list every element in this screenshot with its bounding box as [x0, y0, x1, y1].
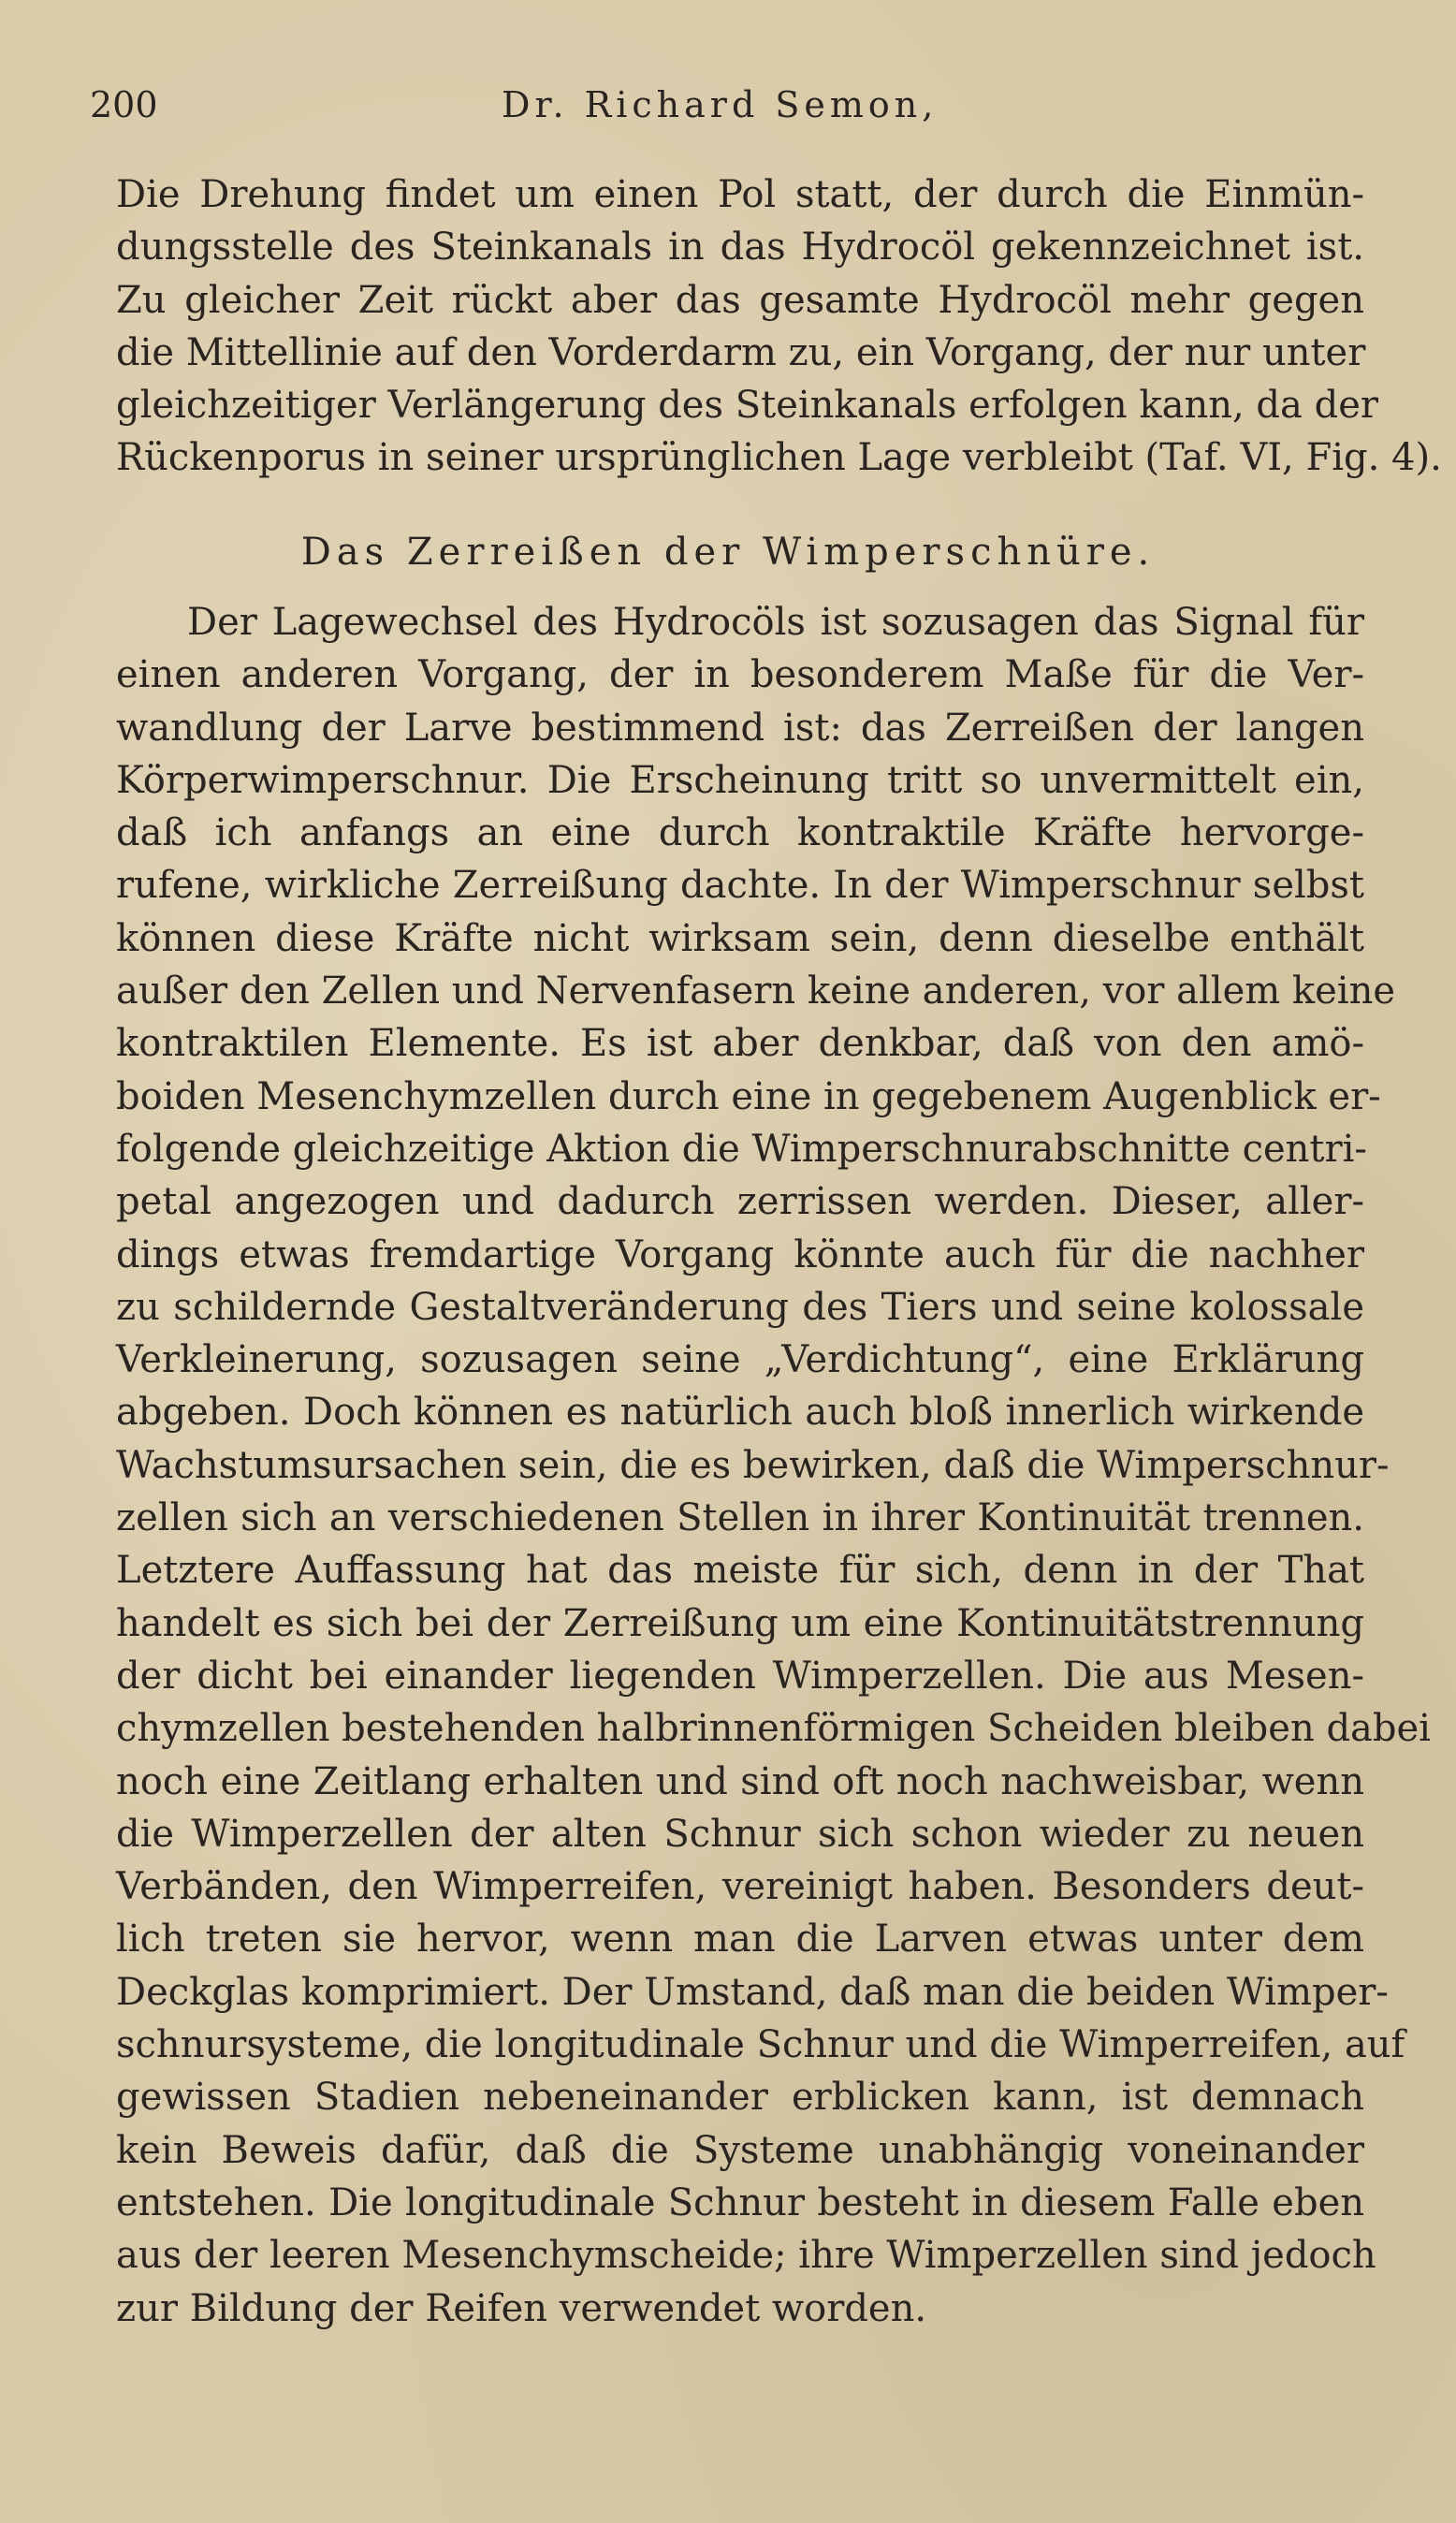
text-line: entstehen. Die longitudinale Schnur besteht in diesem Falle eben: [116, 2180, 1364, 2224]
text-line: zu schildernde Gestaltveränderung des Tiers und seine kolossale: [116, 1285, 1364, 1329]
text-line: der dicht bei einander liegenden Wimperzellen. Die aus Mesen-: [116, 1654, 1364, 1698]
text-line: daß ich anfangs an eine durch kontraktile Kräfte hervorge-: [116, 811, 1364, 855]
paragraph-1: [116, 168, 1442, 485]
paragraph-2: [116, 596, 1431, 2335]
text-line: außer den Zellen und Nervenfasern keine anderen, vor allem keine: [116, 970, 1396, 1014]
text-line: Verbänden, den Wimperreifen, vereinigt haben. Besonders deut-: [116, 1865, 1364, 1909]
section-title: Das Zerreißen der Wimperschnüre.: [300, 531, 1156, 574]
text-line: lich treten sie hervor, wenn man die Larven etwas unter dem: [116, 1918, 1364, 1962]
text-line: die Mittellinie auf den Vorderdarm zu, ein Vorgang, der nur unter: [116, 330, 1366, 374]
running-head: [90, 82, 1362, 127]
text-line: Wachstumsursachen sein, die es bewirken, daß die Wimperschnur-: [116, 1443, 1390, 1487]
text-line: gleichzeitiger Verlängerung des Steinkanals erfolgen kann, da der: [116, 384, 1378, 428]
text-line: zur Bildung der Reifen verwendet worden.: [116, 2286, 927, 2330]
text-line: wandlung der Larve bestimmend ist: das Zerreißen der langen: [116, 706, 1364, 750]
text-line: Deckglas komprimiert. Der Umstand, daß man die beiden Wimper-: [116, 1970, 1389, 2014]
text-line: können diese Kräfte nicht wirksam sein, denn dieselbe enthält: [116, 916, 1364, 960]
text-line: noch eine Zeitlang erhalten und sind oft noch nachweisbar, wenn: [116, 1759, 1364, 1803]
text-line: Der Lagewechsel des Hydrocöls ist sozusagen das Signal für: [187, 601, 1364, 644]
text-line: rufene, wirkliche Zerreißung dachte. In der Wimperschnur selbst: [116, 864, 1364, 908]
text-line: dungsstelle des Steinkanals in das Hydrocöl gekennzeichnet ist.: [116, 226, 1364, 270]
text-line: folgende gleichzeitige Aktion die Wimperschnurabschnitte centri-: [116, 1127, 1367, 1171]
text-line: die Wimperzellen der alten Schnur sich schon wieder zu neuen: [116, 1812, 1364, 1856]
text-line: Rückenporus in seiner ursprünglichen Lage verbleibt (Taf. VI, Fig. 4).: [116, 436, 1442, 480]
page-number: 200: [90, 84, 158, 125]
text-line: kein Beweis dafür, daß die Systeme unabhängig voneinander: [116, 2128, 1364, 2172]
text-line: abgeben. Doch können es natürlich auch bloß innerlich wirkende: [116, 1391, 1364, 1435]
text-line: petal angezogen und dadurch zerrissen werden. Dieser, aller-: [116, 1180, 1364, 1224]
text-line: kontraktilen Elemente. Es ist aber denkbar, daß von den amö-: [116, 1022, 1364, 1066]
text-line: Verkleinerung, sozusagen seine „Verdichtung“, eine Erklärung: [116, 1338, 1364, 1382]
text-line: Körperwimperschnur. Die Erscheinung tritt so unvermittelt ein,: [116, 758, 1364, 802]
text-line: Die Drehung findet um einen Pol statt, der durch die Einmün-: [116, 173, 1364, 216]
text-line: chymzellen bestehenden halbrinnenförmigen Scheiden bleiben dabei: [116, 1707, 1431, 1751]
text-line: zellen sich an verschiedenen Stellen in ihrer Kontinuität trennen.: [116, 1496, 1364, 1540]
text-line: Zu gleicher Zeit rückt aber das gesamte Hydrocöl mehr gegen: [116, 278, 1364, 322]
text-line: aus der leeren Mesenchymscheide; ihre Wimperzellen sind jedoch: [116, 2234, 1376, 2278]
text-line: boiden Mesenchymzellen durch eine in gegebenem Augenblick er-: [116, 1074, 1381, 1118]
text-line: gewissen Stadien nebeneinander erblicken kann, ist demnach: [116, 2076, 1364, 2120]
text-line: einen anderen Vorgang, der in besonderem Maße für die Ver-: [116, 653, 1364, 697]
text-line: handelt es sich bei der Zerreißung um eine Kontinuitätstrennung: [116, 1601, 1364, 1645]
text-line: dings etwas fremdartige Vorgang könnte auch für die nachher: [116, 1232, 1364, 1276]
text-line: Letztere Auffassung hat das meiste für sich, denn in der That: [116, 1549, 1364, 1593]
text-line: schnursysteme, die longitudinale Schnur und die Wimperreifen, auf: [116, 2023, 1405, 2067]
author-heading: Dr. Richard Semon,: [502, 84, 939, 125]
